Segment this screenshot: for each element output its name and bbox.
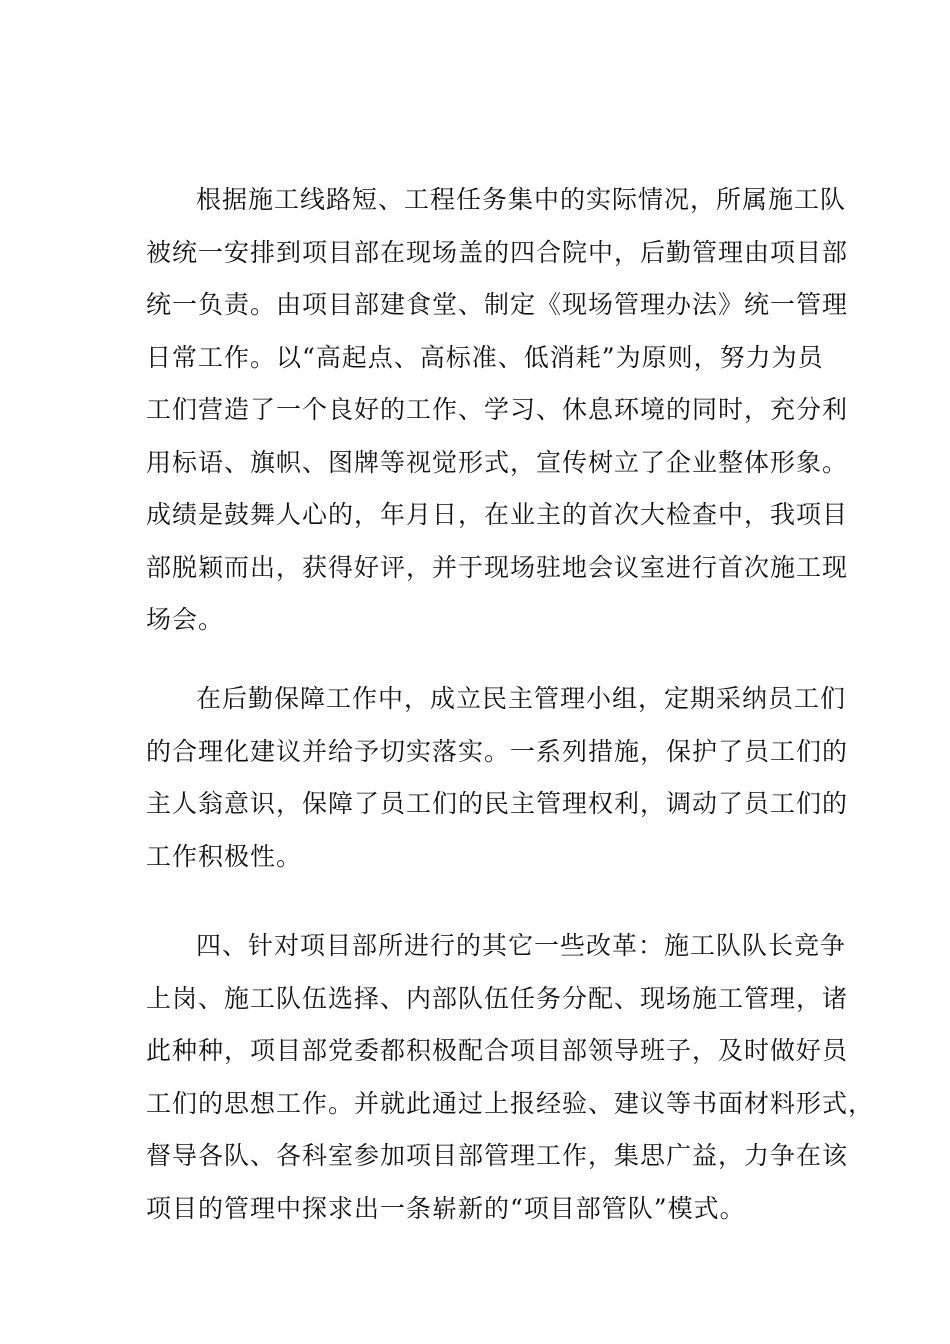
text-line: 场会。 <box>146 605 225 634</box>
paragraph-3 <box>146 920 875 1235</box>
text-line: 工们营造了一个良好的工作、学习、休息环境的同时，充分利 <box>146 395 849 424</box>
text-line: 主人翁意识，保障了员工们的民主管理权利，调动了员工们的 <box>146 789 849 818</box>
paragraph-2 <box>146 673 849 883</box>
text-line: 四、针对项目部所进行的其它一些改革：施工队队长竞争 <box>196 931 847 960</box>
text-line: 根据施工线路短、工程任务集中的实际情况，所属施工队 <box>196 185 847 214</box>
text-line: 用标语、旗帜、图牌等视觉形式，宣传树立了企业整体形象。 <box>146 447 849 477</box>
paragraph-1 <box>146 174 849 647</box>
text-line: 的合理化建议并给予切实落实。一系列措施，保护了员工们的 <box>146 736 849 766</box>
text-line: 成绩是鼓舞人心的，年月日，在业主的首次大检查中，我项目 <box>146 500 849 529</box>
text-line: 上岗、施工队伍选择、内部队伍任务分配、现场施工管理，诸 <box>146 983 849 1013</box>
text-line: 统一负责。由项目部建食堂、制定《现场管理办法》统一管理 <box>146 290 849 319</box>
text-line: 项目的管理中探求出一条崭新的“项目部管队”模式。 <box>146 1193 746 1223</box>
text-line: 日常工作。以“高起点、高标准、低消耗”为原则，努力为员 <box>146 342 824 372</box>
text-line: 在后勤保障工作中，成立民主管理小组，定期采纳员工们 <box>196 684 847 713</box>
text-line: 部脱颖而出，获得好评，并于现场驻地会议室进行首次施工现 <box>146 552 849 582</box>
text-line: 工作积极性。 <box>146 841 303 871</box>
text-line: 督导各队、各科室参加项目部管理工作，集思广益，力争在该 <box>146 1141 849 1170</box>
text-line: 被统一安排到项目部在现场盖的四合院中，后勤管理由项目部 <box>146 237 849 267</box>
text-line: 此种种，项目部党委都积极配合项目部领导班子，及时做好员 <box>146 1036 849 1065</box>
text-line: 工们的思想工作。并就此通过上报经验、建议等书面材料形式， <box>146 1088 875 1118</box>
